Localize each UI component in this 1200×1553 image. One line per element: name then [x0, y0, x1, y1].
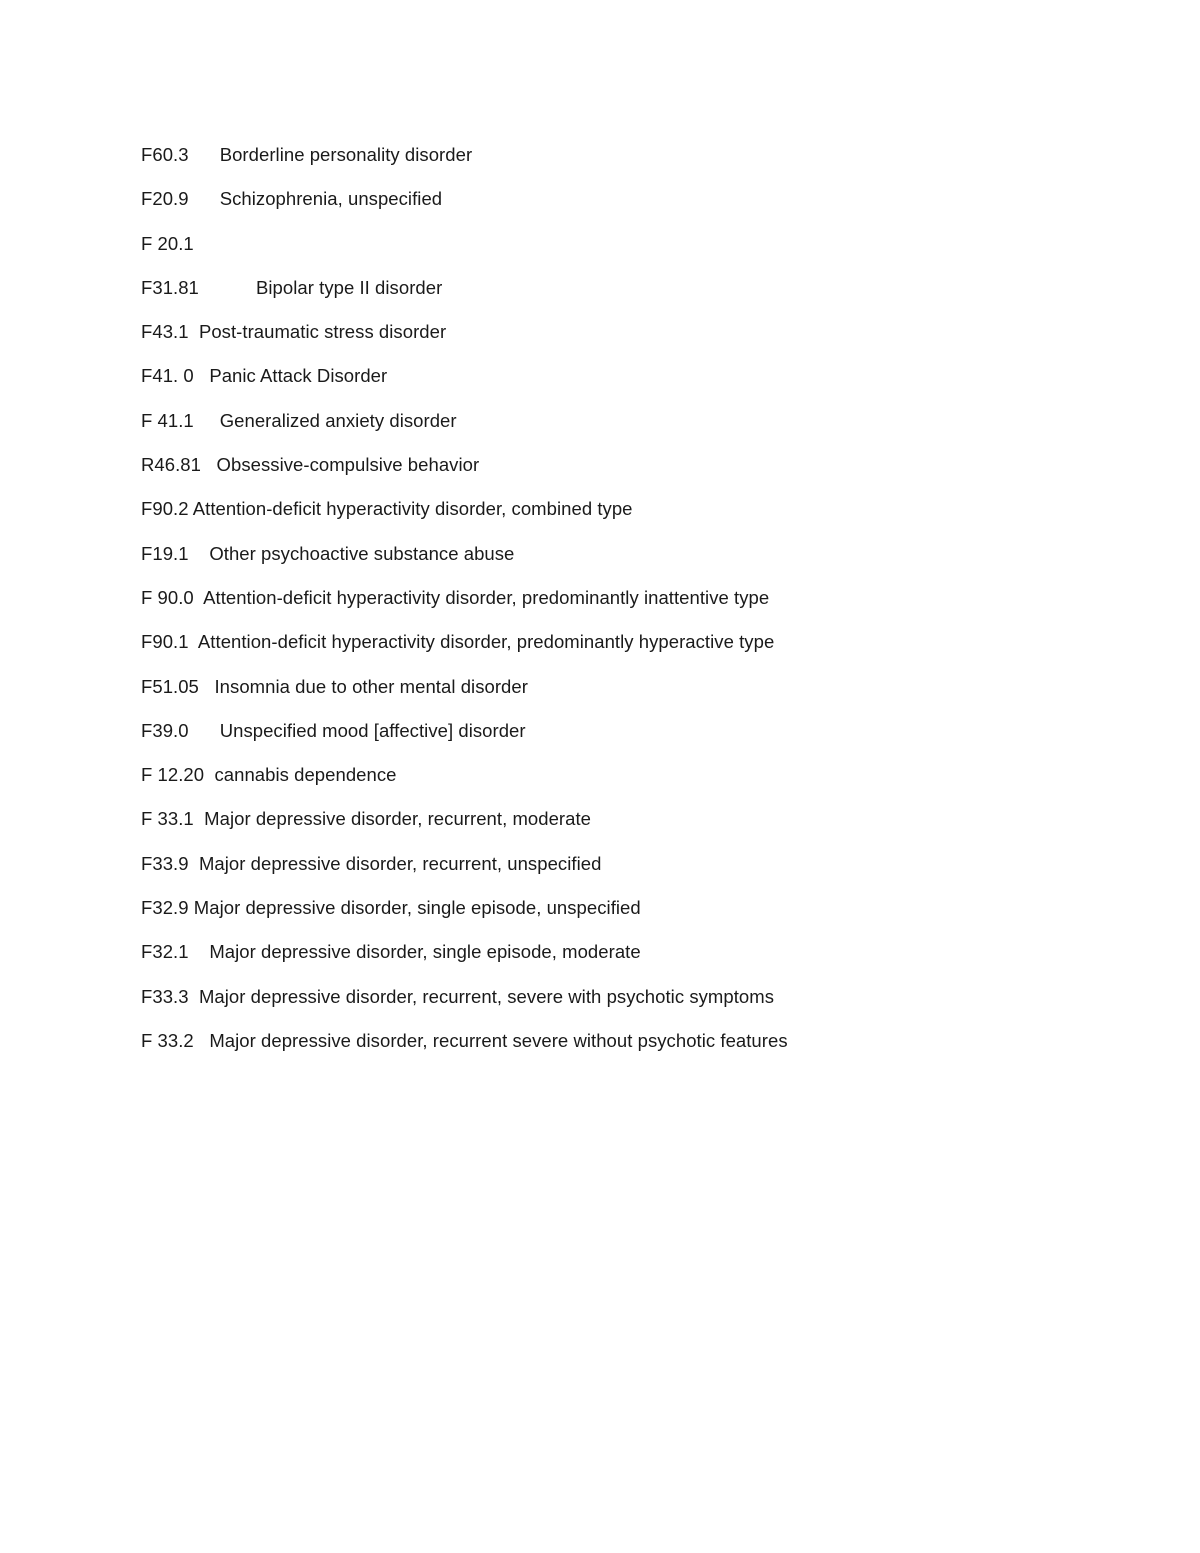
diagnosis-description: Borderline personality disorder	[219, 144, 473, 165]
diagnosis-code-list	[141, 140, 788, 1070]
icd-code: F32.9	[141, 897, 189, 919]
list-item	[141, 539, 788, 583]
diagnosis-description: Major depressive disorder, recurrent, severe with psychotic symptoms	[198, 985, 775, 1007]
diagnosis-description: Attention-deficit hyperactivity disorder, predominantly inattentive type	[203, 586, 770, 608]
icd-code: F31.81	[141, 276, 199, 298]
diagnosis-description: Post-traumatic stress disorder	[198, 321, 447, 343]
diagnosis-description: Obsessive-compulsive behavior	[216, 454, 480, 476]
list-item	[141, 849, 788, 893]
list-item	[141, 760, 788, 804]
icd-code: F90.1	[141, 631, 189, 653]
diagnosis-description: Insomnia due to other mental disorder	[214, 675, 528, 697]
list-item	[141, 937, 788, 981]
list-item	[141, 982, 788, 1026]
diagnosis-description: Generalized anxiety disorder	[219, 409, 457, 431]
diagnosis-description: cannabis dependence	[214, 764, 397, 786]
diagnosis-description: Panic Attack Disorder	[209, 365, 388, 387]
diagnosis-description: Unspecified mood [affective] disorder	[219, 719, 526, 741]
icd-code: F39.0	[141, 719, 189, 741]
icd-code: F90.2	[141, 498, 189, 520]
list-item	[141, 140, 788, 184]
icd-code: F33.9	[141, 852, 189, 874]
diagnosis-description: Major depressive disorder, recurrent, moderate	[204, 808, 592, 830]
icd-code: F60.3	[141, 144, 189, 165]
diagnosis-description: Major depressive disorder, recurrent severe without psychotic features	[209, 1029, 788, 1051]
icd-code: F 41.1	[141, 409, 194, 431]
icd-code: F41. 0	[141, 365, 194, 387]
list-item	[141, 1026, 788, 1070]
list-item	[141, 893, 788, 937]
icd-code: F32.1	[141, 941, 189, 963]
list-item	[141, 184, 788, 228]
icd-code: F 33.2	[141, 1029, 194, 1051]
list-item	[141, 672, 788, 716]
diagnosis-description: Major depressive disorder, single episode, moderate	[209, 941, 641, 963]
icd-code: F19.1	[141, 542, 189, 564]
list-item	[141, 317, 788, 361]
list-item	[141, 361, 788, 405]
icd-code: F33.3	[141, 985, 189, 1007]
list-item	[141, 273, 788, 317]
list-item	[141, 494, 788, 538]
list-item	[141, 804, 788, 848]
diagnosis-description: Bipolar type II disorder	[256, 276, 443, 298]
diagnosis-description: Major depressive disorder, recurrent, unspecified	[198, 852, 602, 874]
list-item	[141, 583, 788, 627]
diagnosis-description: Attention-deficit hyperactivity disorder, combined type	[192, 498, 633, 520]
list-item	[141, 627, 788, 671]
icd-code: F43.1	[141, 321, 189, 343]
list-item	[141, 229, 788, 273]
list-item	[141, 716, 788, 760]
icd-code: R46.81	[141, 454, 201, 476]
icd-code: F 90.0	[141, 586, 194, 608]
list-item	[141, 406, 788, 450]
icd-code: F 12.20	[141, 764, 205, 786]
icd-code: F 20.1	[141, 232, 194, 254]
icd-code: F20.9	[141, 188, 189, 210]
icd-code: F 33.1	[141, 808, 194, 830]
icd-code: F51.05	[141, 675, 199, 697]
diagnosis-description: Other psychoactive substance abuse	[209, 542, 515, 564]
diagnosis-description: Attention-deficit hyperactivity disorder, predominantly hyperactive type	[197, 631, 775, 653]
diagnosis-description: Schizophrenia, unspecified	[219, 188, 443, 210]
list-item	[141, 450, 788, 494]
diagnosis-description: Major depressive disorder, single episode, unspecified	[193, 897, 641, 919]
